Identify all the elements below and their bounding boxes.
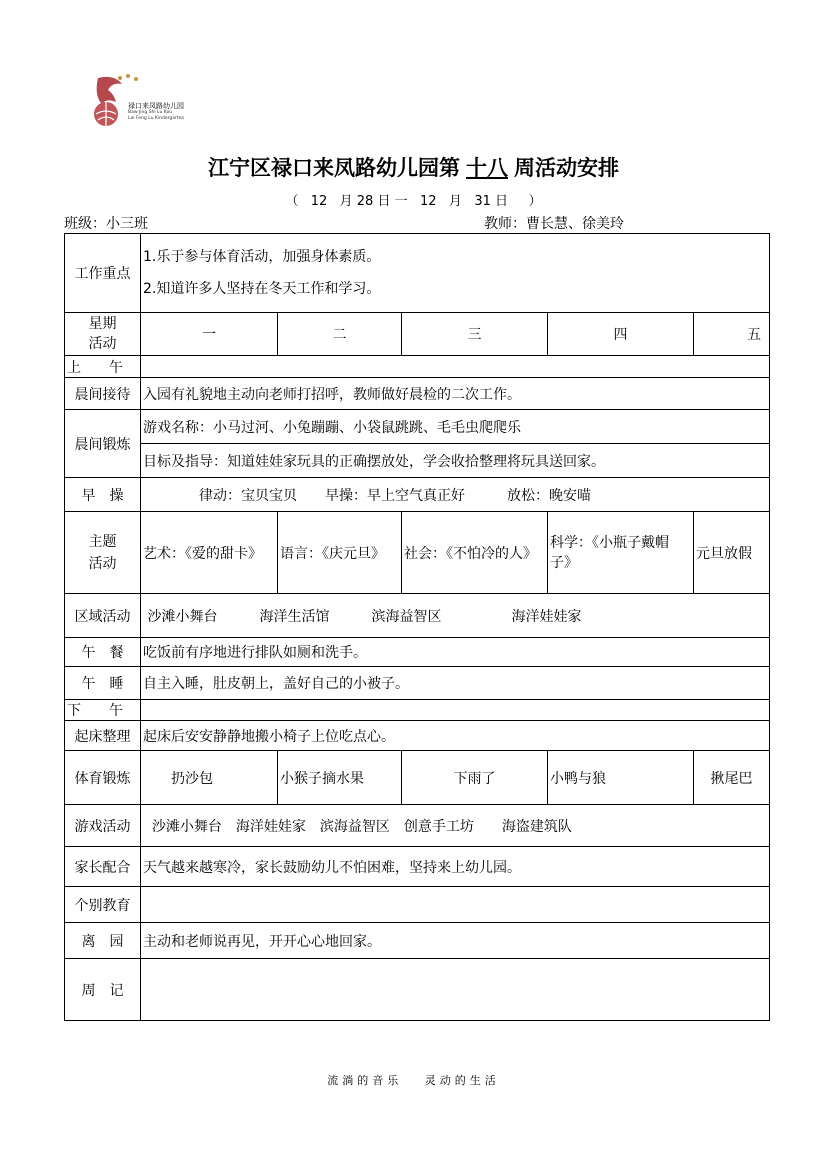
- theme-label: 主题 活动: [65, 512, 141, 594]
- drill-row: [65, 478, 770, 512]
- nap-row: [65, 667, 770, 700]
- pe-row: [65, 751, 770, 805]
- parent-row: [65, 847, 770, 887]
- parent-text: 天气越来越寒冷，家长鼓励幼儿不怕困难，坚持来上幼儿园。: [141, 847, 770, 887]
- focus-row: [65, 234, 770, 313]
- drill-text: 律动：宝贝宝贝 早操：早上空气真正好 放松：晚安喵: [141, 478, 770, 512]
- pe-thu: 小鸭与狼: [548, 751, 694, 805]
- individual-row: [65, 887, 770, 923]
- morning-header-row: [65, 356, 770, 378]
- morning-header: 上 午: [65, 356, 141, 378]
- area-text: 沙滩小舞台 海洋生活馆 滨海益智区 海洋娃娃家: [141, 594, 770, 638]
- theme-thu: 科学：《小瓶子戴帽 子》: [548, 512, 694, 594]
- area-label: 区域活动: [65, 594, 141, 638]
- exercise-row-1: [65, 410, 770, 444]
- notes-label: 周 记: [65, 959, 141, 1021]
- teacher-info: 教师：曹长慧、徐美玲: [484, 216, 624, 232]
- area-row: [65, 594, 770, 638]
- exercise-goal: 目标及指导：知道娃娃家玩具的正确摆放处，学会收拾整理将玩具送回家。: [141, 444, 770, 478]
- nap-text: 自主入睡，肚皮朝上，盖好自己的小被子。: [141, 667, 770, 700]
- focus-line: 1.乐于参与体育活动，加强身体素质。: [143, 249, 381, 265]
- logo-name: 禄口来凤路幼儿园: [128, 102, 184, 110]
- reception-row: [65, 378, 770, 410]
- focus-line: 2.知道许多人坚持在冬天工作和学习。: [143, 281, 381, 297]
- leave-label: 离 园: [65, 923, 141, 959]
- afternoon-header-row: [65, 700, 770, 721]
- focus-cell: [141, 234, 770, 313]
- weekday-label: 星期 活动: [65, 313, 141, 356]
- pe-label: 体育锻炼: [65, 751, 141, 805]
- game-row: [65, 805, 770, 847]
- exercise-row-2: [65, 444, 770, 478]
- pe-tue: 小猴子摘水果: [278, 751, 402, 805]
- theme-wed: 社会：《不怕冷的人》: [402, 512, 548, 594]
- weekday-tue: 二: [278, 313, 402, 356]
- theme-tue: 语言：《庆元旦》: [278, 512, 402, 594]
- lunch-row: [65, 638, 770, 667]
- weekday-row: [65, 313, 770, 356]
- wakeup-row: [65, 721, 770, 751]
- title-suffix: 周活动安排: [514, 155, 619, 180]
- title-week: 十八: [466, 155, 508, 180]
- game-label: 游戏活动: [65, 805, 141, 847]
- weekday-thu: 四: [548, 313, 694, 356]
- title-prefix: 江宁区禄口来凤路幼儿园第: [208, 155, 460, 180]
- parent-label: 家长配合: [65, 847, 141, 887]
- lunch-text: 吃饭前有序地进行排队如厕和洗手。: [141, 638, 770, 667]
- class-info: 班级：小三班: [64, 216, 148, 232]
- weekday-wed: 三: [402, 313, 548, 356]
- page-footer: 流淌的音乐 灵动的生活: [327, 1074, 500, 1087]
- pe-wed: 下雨了: [402, 751, 548, 805]
- exercise-label: 晨间锻炼: [65, 410, 141, 478]
- leave-text: 主动和老师说再见，开开心心地回家。: [141, 923, 770, 959]
- leave-row: [65, 923, 770, 959]
- notes-row: [65, 959, 770, 1021]
- page-title: [0, 152, 827, 182]
- focus-label: 工作重点: [65, 234, 141, 313]
- date-range: （ 12 月 28 日 一 12 月 31 日 ）: [285, 194, 542, 209]
- afternoon-header: 下 午: [65, 700, 141, 721]
- logo-subtitle: Baw Jing Shi Lu Kou Lai Feng Lu Kindergarten: [128, 110, 185, 121]
- game-text: 沙滩小舞台 海洋娃娃家 滨海益智区 创意手工坊 海盗建筑队: [141, 805, 770, 847]
- individual-text: [141, 887, 770, 923]
- wakeup-label: 起床整理: [65, 721, 141, 751]
- theme-row: [65, 512, 770, 594]
- reception-text: 入园有礼貌地主动向老师打招呼，教师做好晨检的二次工作。: [141, 378, 770, 410]
- drill-label: 早 操: [65, 478, 141, 512]
- reception-label: 晨间接待: [65, 378, 141, 410]
- weekday-fri: 五: [694, 313, 770, 356]
- individual-label: 个别教育: [65, 887, 141, 923]
- notes-text: [141, 959, 770, 1021]
- schedule-table: [64, 233, 770, 1021]
- theme-fri: 元旦放假: [694, 512, 770, 594]
- exercise-game: 游戏名称：小马过河、小兔蹦蹦、小袋鼠跳跳、毛毛虫爬爬乐: [141, 410, 770, 444]
- theme-mon: 艺术：《爱的甜卡》: [141, 512, 278, 594]
- nap-label: 午 睡: [65, 667, 141, 700]
- lunch-label: 午 餐: [65, 638, 141, 667]
- weekday-mon: 一: [141, 313, 278, 356]
- pe-mon: 扔沙包: [141, 751, 278, 805]
- wakeup-text: 起床后安安静静地搬小椅子上位吃点心。: [141, 721, 770, 751]
- pe-fri: 揪尾巴: [694, 751, 770, 805]
